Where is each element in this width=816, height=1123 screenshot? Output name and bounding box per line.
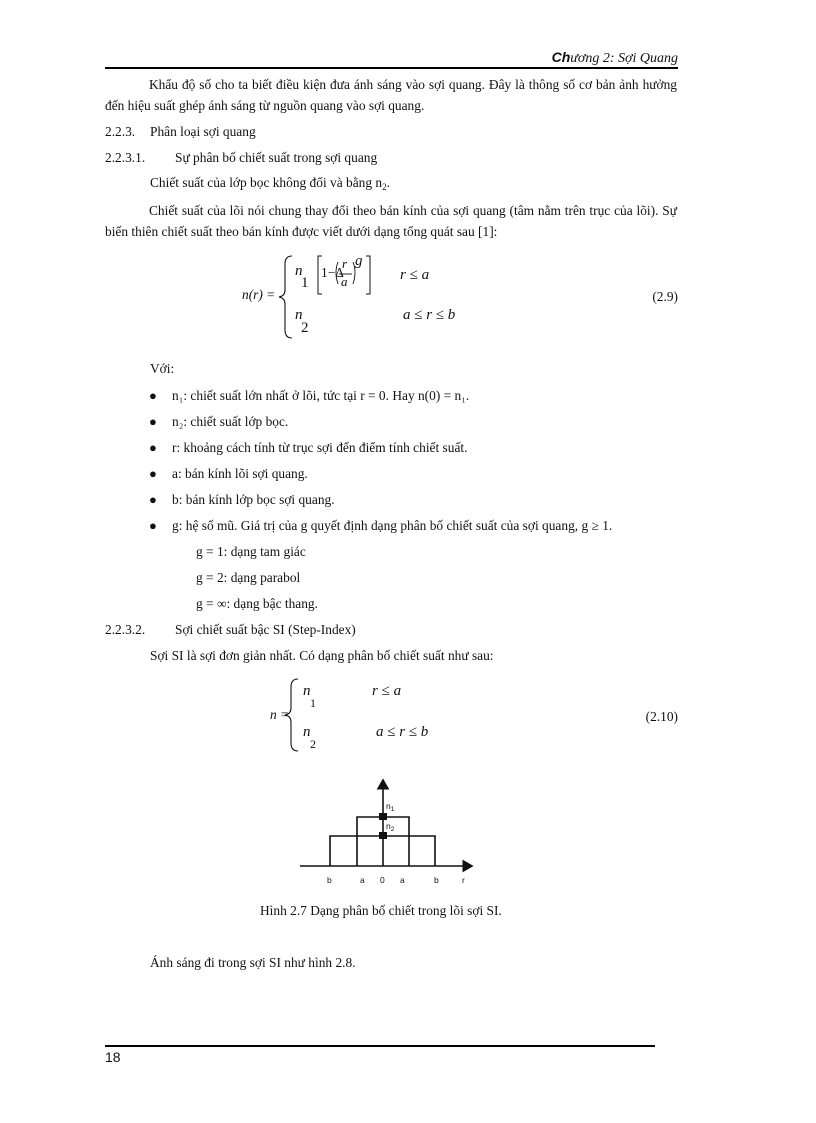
footer-rule [105,1045,655,1047]
figure-n2-marker [379,832,387,839]
section-title-2-2-3: Phân loại sợi quang [150,124,256,139]
paragraph-cladding-index: Chiết suất của lớp bọc không đổi và bằng $n_2$. [150,175,390,192]
equation-2-9-n1: n [295,263,303,279]
bullet-r: r: khoảng cách tính từ trục sợi đến điểm tính chiết suất. [172,440,468,455]
equation-2-10-n1: n [303,683,311,699]
page-number: 18 [105,1049,121,1065]
figure-x-label-b-left: b [327,875,332,885]
bullet-dot: ● [149,388,157,403]
bullet-dot: ● [149,518,157,533]
equation-2-10-cond2: a ≤ r ≤ b [376,724,429,740]
equation-2-9-braces [0,250,816,345]
bullet-n2: n₂: chiết suất lớp bọc. [172,414,289,429]
bullet-dot: ● [149,414,157,429]
equation-2-9-n2-sub: 2 [301,320,309,336]
figure-n1-label: $n_1$ [386,801,395,813]
equation-2-10 [0,674,816,754]
section-number-2-2-3-2: 2.2.3.2. [105,622,146,637]
paragraph-light-propagation: Ánh sáng đi trong sợi SI như hình 2.8. [150,955,356,970]
figure-x-label-origin: 0 [380,875,385,885]
equation-2-9-lhs: n(r) = [242,287,276,302]
equation-2-10-n2-sub: 2 [310,737,316,751]
equation-2-9-n1-sub: 1 [301,275,309,291]
figure-caption: Hình 2.7 Dạng phân bố chiết trong lõi sợi SI. [260,903,502,918]
equation-2-10-lhs: n = [270,707,290,722]
bullet-b: b: bán kính lớp bọc sợi quang. [172,492,335,507]
chapter-header-rest: ương 2: Sợi Quang [570,51,678,66]
paragraph-numerical-aperture: Khẩu độ số cho ta biết điều kiện đưa ánh sáng vào sợi quang. Đây là thông số cơ bản ảnh hưởng đến hiệu suất ghép ánh sáng từ nguồn quang vào sợi quang. [105,77,677,113]
equation-2-10-cond1: r ≤ a [372,683,402,699]
equation-2-10-brace [0,674,816,754]
g-case-step: g = ∞: dạng bậc thang. [196,596,318,611]
figure-x-label-a-right: a [400,875,405,885]
g-case-parabol: g = 2: dạng parabol [196,570,301,585]
bullet-dot: ● [149,466,157,481]
paragraph-core-index: Chiết suất của lõi nói chung thay đổi theo bán kính của sợi quang (tâm nằm trên trục của lõi). Sự biến thiên chiết suất theo bán kính được viết dưới dạng tổng quát sau [1]: [105,203,677,239]
equation-2-9-frac-den: a [341,274,348,289]
equation-2-9-n2: n [295,307,303,323]
g-case-triangle: g = 1: dạng tam giác [196,544,306,559]
equation-2-10-n1-sub: 1 [310,696,316,710]
section-number-2-2-3-1: 2.2.3.1. [105,150,146,165]
equation-2-9-bracket-term: 1−Δ [321,265,344,280]
section-title-2-2-3-1: Sự phân bố chiết suất trong sợi quang [175,150,378,165]
figure-x-label-a-left: a [360,875,365,885]
figure-x-label-r: r [462,875,465,885]
equation-2-10-number: (2.10) [645,709,678,724]
section-title-2-2-3-2: Sợi chiết suất bậc SI (Step-Index) [175,622,356,637]
bullet-dot: ● [149,492,157,507]
figure-si-index-profile [294,774,494,889]
figure-n2-label: $n_2$ [386,821,395,833]
paragraph-si-fiber: Sợi SI là sợi đơn giản nhất. Có dạng phân bố chiết suất như sau: [150,648,494,663]
equation-2-9-cond1: r ≤ a [400,267,430,283]
equation-2-9 [0,250,816,345]
equation-2-9-exponent: g [355,253,363,269]
equation-2-10-n2: n [303,724,311,740]
equation-2-9-number: (2.9) [652,289,678,304]
equation-2-9-cond2: a ≤ r ≤ b [403,307,456,323]
section-number-2-2-3: 2.2.3. [105,124,136,139]
chapter-header-prefix: Ch [551,49,571,65]
bullet-n1: n₁: chiết suất lớn nhất ở lõi, tức tại r = 0. Hay n(0) = n₁. [172,388,470,403]
figure-x-label-b-right: b [434,875,439,885]
equation-2-9-frac-num: r [342,256,348,271]
chapter-header [552,49,678,67]
figure-n1-marker [379,813,387,820]
with-label: Với: [150,361,175,376]
bullet-dot: ● [149,440,157,455]
bullet-g: g: hệ số mũ. Giá trị của g quyết định dạng phân bố chiết suất của sợi quang, g ≥ 1. [172,518,613,533]
bullet-a: a: bán kính lõi sợi quang. [172,466,308,481]
header-rule [105,67,678,69]
